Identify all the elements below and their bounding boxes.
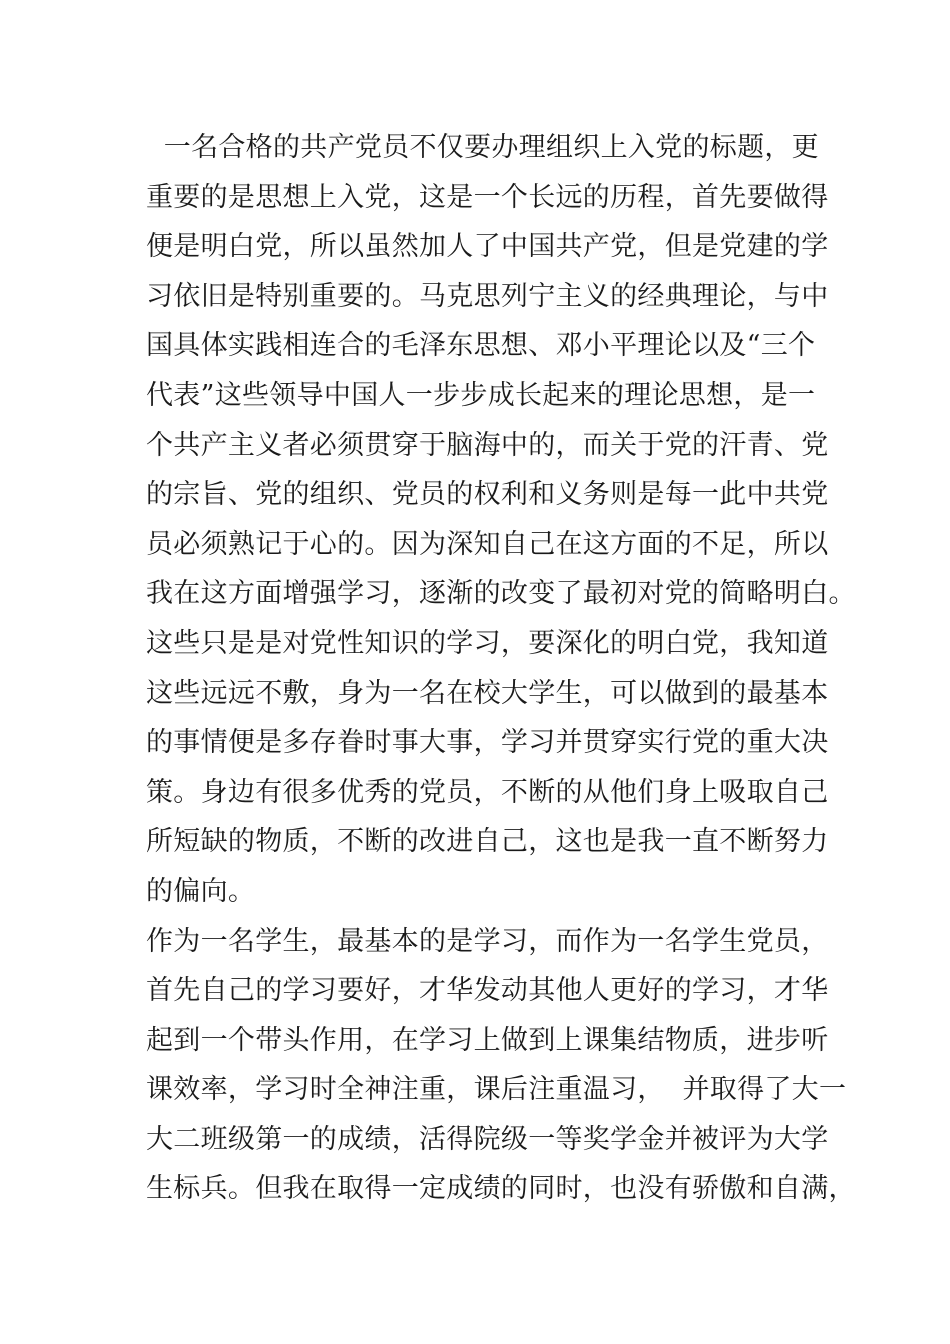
text-line: 一名合格的共产党员不仅要办理组织上入党的标题，更 bbox=[146, 132, 819, 163]
text-line: 员必须熟记于心的。因为深知自己在这方面的不足，所以 bbox=[146, 528, 829, 560]
text-line: 代表”这些领导中国人一步步成长起来的理论思想，是一 bbox=[146, 379, 816, 411]
text-line: 这些远远不敷，身为一名在校大学生，可以做到的最基本 bbox=[146, 677, 829, 709]
text-line: 重要的是思想上入党，这是一个长远的历程，首先要做得 bbox=[146, 181, 829, 213]
text-line: 习依旧是特别重要的。马克思列宁主义的经典理论，与中 bbox=[146, 280, 829, 312]
text-line: 的偏向。 bbox=[146, 875, 256, 907]
text-line: 作为一名学生，最基本的是学习，而作为一名学生党员， bbox=[146, 925, 829, 957]
text-line: 大二班级第一的成绩，活得院级一等奖学金并被评为大学 bbox=[146, 1123, 829, 1155]
text-line: 课效率，学习时全神注重，课后注重温习， 并取得了大一 bbox=[146, 1074, 847, 1106]
text-line: 国具体实践相连合的毛泽东思想、邓小平理论以及“三个 bbox=[146, 330, 816, 362]
text-line: 的事情便是多存眷时事大事，学习并贯穿实行党的重大决 bbox=[146, 727, 829, 759]
document-body bbox=[146, 123, 856, 1214]
text-line: 的宗旨、党的组织、党员的权利和义务则是每一此中共党 bbox=[146, 479, 829, 511]
text-line: 策。身边有很多优秀的党员，不断的从他们身上吸取自己 bbox=[146, 776, 829, 808]
text-line: 我在这方面增强学习，逐渐的改变了最初对党的简略明白。 bbox=[146, 578, 856, 610]
text-line: 便是明白党，所以虽然加人了中国共产党，但是党建的学 bbox=[146, 231, 829, 263]
text-line: 生标兵。但我在取得一定成绩的同时，也没有骄傲和自满， bbox=[146, 1173, 856, 1205]
text-line: 个共产主义者必须贯穿于脑海中的，而关于党的汗青、党 bbox=[146, 429, 829, 461]
text-line: 所短缺的物质，不断的改进自己，这也是我一直不断努力 bbox=[146, 826, 829, 858]
text-line: 起到一个带头作用，在学习上做到上课集结物质，进步听 bbox=[146, 1024, 829, 1056]
text-line: 这些只是是对党性知识的学习，要深化的明白党，我知道 bbox=[146, 627, 829, 659]
text-line: 首先自己的学习要好，才华发动其他人更好的学习，才华 bbox=[146, 975, 829, 1007]
